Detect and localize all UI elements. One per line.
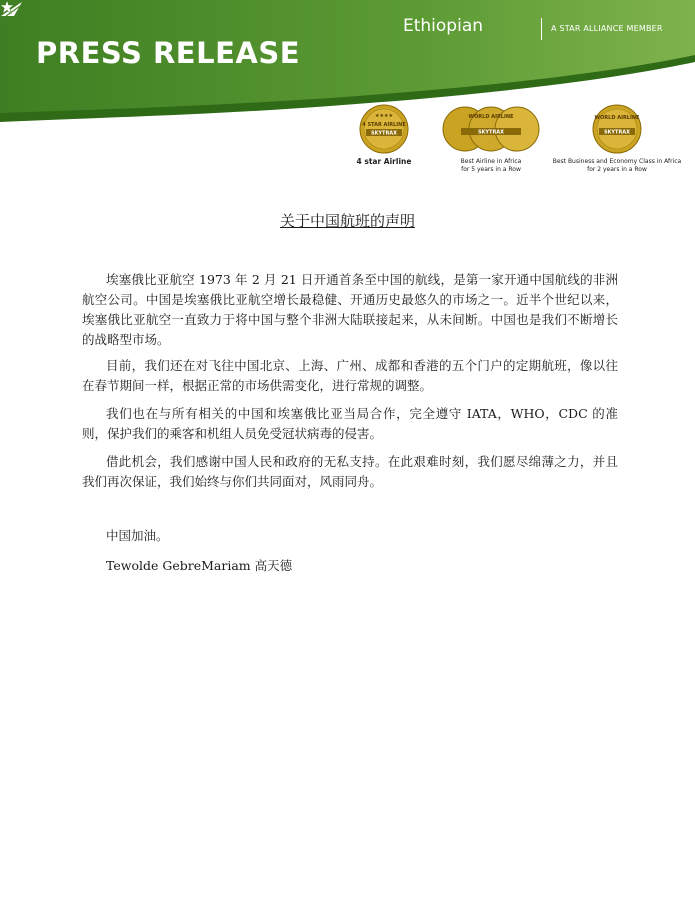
paragraph-thanks: 借此机会，我们感谢中国人民和政府的无私支持。在此艰难时刻，我们愿尽绵薄之力，并且我们再次保证，我们始终与你们共同面对，风雨同舟。 (82, 454, 618, 489)
award-caption-line2: for 2 years in a Row (587, 166, 647, 173)
skytrax-triple-seal-icon (439, 104, 543, 154)
award-best-airline-africa (436, 104, 546, 174)
award-caption-line1: Best Airline in Africa (460, 158, 522, 165)
ethiopian-logo-text: Ethiopian (403, 16, 484, 36)
award-caption-line2: for 5 years in a Row (461, 166, 521, 173)
paragraph-schedule: 目前，我们还在对飞往中国北京、上海、广州、成都和香港的五个门户的定期航班，像以往在春节期间一样，根据正常的市场供需变化，进行常规的调整。 (82, 358, 618, 393)
skytrax-seal-icon (354, 104, 414, 154)
seal-top-text: 4 STAR AIRLINE (362, 122, 406, 128)
signature: Tewolde GebreMariam 高天德 (106, 558, 293, 573)
paragraph-history: 埃塞俄比亚航空 1973 年 2 月 21 日开通首条至中国的航线，是第一家开通中国航线的非洲航空公司。中国是埃塞俄比亚航空增长最稳健、开通历史最悠久的市场之一。近半个世纪以来，埃塞俄比亚航空一直致力于将中国与整个非洲大陆联接起来，从未间断。中国也是我们不断增长的战略型市场。 (82, 272, 618, 347)
star-alliance-text: A STAR ALLIANCE MEMBER (551, 24, 663, 33)
award-4-star-airline (346, 104, 422, 166)
logo-divider (541, 18, 542, 40)
seal-brand-text: SKYTRAX (603, 129, 631, 136)
seal-top-text: WORLD AIRLINE (594, 115, 640, 121)
seal-brand-text: SKYTRAX (477, 129, 505, 136)
svg-text:★★★★: ★★★★ (375, 113, 393, 119)
closing-line: 中国加油。 (106, 528, 169, 543)
award-best-business-economy-class (550, 104, 684, 174)
press-release-title: PRESS RELEASE (36, 36, 301, 70)
document-title: 关于中国航班的声明 (279, 212, 415, 230)
star-alliance-icon (0, 0, 14, 14)
seal-top-text: WORLD AIRLINE (468, 114, 514, 120)
paragraph-safety: 我们也在与所有相关的中国和埃塞俄比亚当局合作，完全遵守 IATA，WHO，CDC 的准则，保护我们的乘客和机组人员免受冠状病毒的侵害。 (82, 406, 618, 441)
skytrax-seal-icon (587, 104, 647, 154)
award-caption: 4 star Airline (356, 157, 412, 166)
seal-brand-text: SKYTRAX (370, 130, 398, 137)
award-caption-line1: Best Business and Economy Class in Africa (552, 158, 682, 165)
